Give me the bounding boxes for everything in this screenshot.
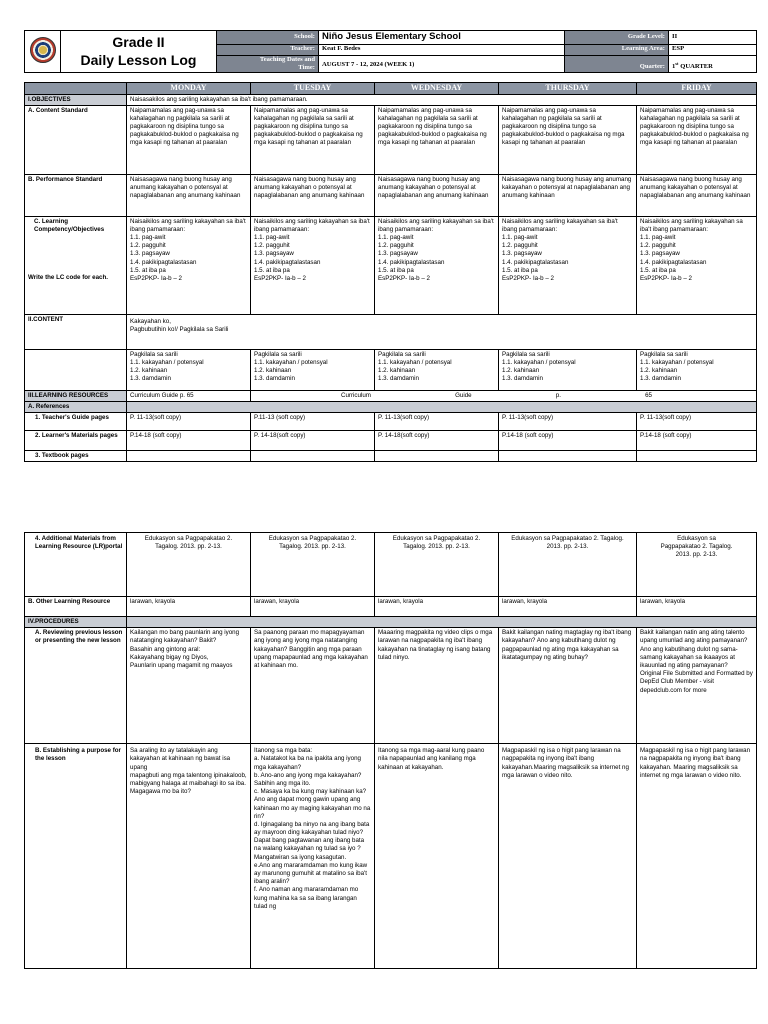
review-mon: Kailangan mo bang paunlarin ang iyong natatanging kakayahan? Bakit? Basahin ang gintong aral: Kakayahang bigay ng Diyos, Paunlarin upang magamit ng maayos	[127, 628, 251, 744]
content-row	[25, 314, 757, 349]
other-thu: larawan, krayola	[499, 597, 637, 617]
competency-thu: Naisaikilos ang sariling kakayahan sa iba't ibang pamamaraan: 1.1. pag-awit 1.2. pagguhit 1.3. pagsayaw 1.4. pakikipagtalastasan 1.5. at iba pa EsP2PKP- Ia-b – 2	[499, 216, 637, 314]
objectives-label: I.OBJECTIVES	[25, 94, 127, 105]
references-fill	[127, 401, 757, 412]
quarter-value	[669, 55, 757, 72]
content-text: Kakayahan ko, Pagbubutihin ko!/ Pagkilala sa Sarili	[127, 314, 757, 349]
learning-area-label: Learning Area:	[565, 44, 669, 55]
grade-level-value: II	[669, 31, 757, 45]
content-thu: Pagkilala sa sarili 1.1. kakayahan / potensyal 1.2. kahinaan 1.3. damdamin	[499, 349, 637, 390]
lm-tue: P. 14-18(soft copy)	[251, 431, 375, 451]
content-label: II.CONTENT	[25, 314, 127, 349]
competency-label-line2: Write the LC code for each.	[28, 274, 108, 282]
additional-fri: Edukasyon sa Pagpapakatao 2. Tagalog. 2013. pp. 2-13.	[637, 533, 757, 597]
purpose-mon: Sa araling ito ay tatalakayin ang kakayahan at kahinaan ng bawat isa upang mapagbuti ang mga talentong ipinakaloob, mabigyang halaga at maibahagi ito sa iba. Magagawa mo ba ito?	[127, 744, 251, 969]
references-row	[25, 401, 757, 412]
other-mon: larawan, krayola	[127, 597, 251, 617]
additional-thu: Edukasyon sa Pagpapakatao 2. Tagalog. 2013. pp. 2-13.	[499, 533, 637, 597]
additional-materials-label: 4. Additional Materials from Learning Resource (LR)portal	[25, 533, 127, 597]
quarter-suffix: st	[675, 61, 679, 67]
tg-fri: P. 11-13(soft copy)	[637, 413, 757, 431]
teachers-guide-row	[25, 413, 757, 431]
purpose-thu: Magpapaskil ng isa o higit pang larawan na nagpapakita ng inyong iba't ibang kakayahan.Maaring magsaliksik sa internet ng mga larawan o video nito.	[499, 744, 637, 969]
resources-word-3: p.	[555, 391, 561, 399]
learners-materials-row	[25, 431, 757, 451]
tg-thu: P. 11-13(soft copy)	[499, 413, 637, 431]
performance-standard-fri: Naisasagawa nang buong husay ang anumang kakayahan o potensyal at napaglalabanan ang anumang kahinaan	[637, 174, 757, 216]
content-fri: Pagkilala sa sarili 1.1. kakayahan / potensyal 1.2. kahinaan 1.3. damdamin	[637, 349, 757, 390]
tg-mon: P. 11-13(soft copy)	[127, 413, 251, 431]
purpose-label: B. Establishing a purpose for the lesson	[25, 744, 127, 969]
deped-logo-icon	[30, 37, 56, 63]
day-header-row	[25, 83, 757, 95]
learning-area-value: ESP	[669, 44, 757, 55]
tb-thu	[499, 451, 637, 462]
tb-fri	[637, 451, 757, 462]
learners-materials-label: 2. Learner's Materials pages	[25, 431, 127, 451]
day-tuesday: TUESDAY	[251, 83, 375, 95]
teachers-guide-label: 1. Teacher's Guide pages	[25, 413, 127, 431]
review-tue: Sa paanong paraan mo mapagyayaman ang iyong ang iyong mga natatanging kakayahan? Banggitin ang mga paraan upang mapapaunlad ang mga kakayahan at kahinaan mo.	[251, 628, 375, 744]
performance-standard-label: B. Performance Standard	[25, 174, 127, 216]
competency-mon: Naisaikilos ang sariling kakayahan sa iba't ibang pamamaraan: 1.1. pag-awit 1.2. pagguhit 1.3. pagsayaw 1.4. pakikipagtalastasan 1.5. at iba pa EsP2PKP- Ia-b – 2	[127, 216, 251, 314]
competency-tue: Naisaikilos ang sariling kakayahan sa iba't ibang pamamaraan: 1.1. pag-awit 1.2. pagguhit 1.3. pagsayaw 1.4. pakikipagtalastasan 1.5. at iba pa EsP2PKP- Ia-b – 2	[251, 216, 375, 314]
review-row	[25, 628, 757, 744]
other-fri: larawan, krayola	[637, 597, 757, 617]
competency-wed: Naisaikilos ang sariling kakayahan sa iba't ibang pamamaraan: 1.1. pag-awit 1.2. pagguhit 1.3. pagsayaw 1.4. pakikipagtalastasan 1.5. at iba pa EsP2PKP- Ia-b – 2	[375, 216, 499, 314]
review-wed: Maaaring magpakita ng video clips o mga larawan na nagpapakita ng iba't ibang kakayahan na tinataglay ng isang batang tulad ninyo.	[375, 628, 499, 744]
competency-row	[25, 216, 757, 314]
review-label: A. Reviewing previous lesson or presenting the new lesson	[25, 628, 127, 744]
procedures-row	[25, 617, 757, 628]
header-table	[24, 30, 757, 73]
lesson-table-page-2	[24, 532, 757, 969]
content-standard-wed: Naipamamalas ang pag-unawa sa kahalagahan ng pagkilala sa sarili at pagkakaroon ng disiplina tungo sa pagkakabuklod-buklod o pagkakaisa ng mga kasapi ng tahanan at paaralan	[375, 105, 499, 174]
lesson-table-page-1	[24, 82, 757, 462]
performance-standard-wed: Naisasagawa nang buong husay ang anumang kakayahan o potensyal at napaglalabanan ang anumang kahinaan	[375, 174, 499, 216]
lm-fri: P.14-18 (soft copy)	[637, 431, 757, 451]
other-tue: larawan, krayola	[251, 597, 375, 617]
content-standard-fri: Naipamamalas ang pag-unawa sa kahalagahan ng pagkilala sa sarili at pagkakaroon ng disiplina tungo sa pagkakabuklod-buklod o pagkakaisa ng mga kasapi ng tahanan at paaralan	[637, 105, 757, 174]
page-1	[24, 30, 756, 462]
content-standard-mon: Naipamamalas ang pag-unawa sa kahalagahan ng pagkilala sa sarili at pagkakaroon ng disiplina tungo sa pagkakabuklod-buklod o pagkakaisa ng mga kasapi ng tahanan at paaralan	[127, 105, 251, 174]
day-friday: FRIDAY	[637, 83, 757, 95]
resources-word-1: Curriculum	[341, 391, 371, 399]
textbook-row	[25, 451, 757, 462]
quarter-number: 1	[672, 63, 676, 71]
content-standard-label: A. Content Standard	[25, 105, 127, 174]
content-days-blank	[25, 349, 127, 390]
tb-tue	[251, 451, 375, 462]
competency-fri: Naisaikilos ang sariling kakayahan sa iba't ibang pamamaraan: 1.1. pag-awit 1.2. pagguhit 1.3. pagsayaw 1.4. pakikipagtalastasan 1.5. at iba pa EsP2PKP- Ia-b – 2	[637, 216, 757, 314]
lm-mon: P.14-18 (soft copy)	[127, 431, 251, 451]
additional-tue: Edukasyon sa Pagpapakatao 2. Tagalog. 2013. pp. 2-13.	[251, 533, 375, 597]
school-label: School:	[217, 31, 319, 45]
content-standard-thu: Naipamamalas ang pag-unawa sa kahalagahan ng pagkilala sa sarili at pagkakaroon ng disiplina tungo sa pagkakabuklod-buklod o pagkakaisa ng mga kasapi ng tahanan at paaralan	[499, 105, 637, 174]
day-wednesday: WEDNESDAY	[375, 83, 499, 95]
page-2	[24, 532, 756, 969]
dates-label-line1: Teaching Dates and	[259, 55, 315, 63]
dates-value: AUGUST 7 - 12, 2024 (WEEK 1)	[319, 55, 565, 72]
dates-label	[217, 55, 319, 72]
deped-seal	[25, 31, 61, 73]
title-grade: Grade II	[112, 34, 165, 50]
content-days-row	[25, 349, 757, 390]
content-standard-tue: Naipamamalas ang pag-unawa sa kahalagahan ng pagkilala sa sarili at pagkakaroon ng disiplina tungo sa pagkakabuklod-buklod o pagkakaisa ng mga kasapi ng tahanan at paaralan	[251, 105, 375, 174]
tb-wed	[375, 451, 499, 462]
review-fri: Bakit kailangan natin ang ating talento upang umunlad ang ating pamayanan? Ano ang kabutihang dulot ng sama-samang kakayahan sa ikaaayos at ikauunlad ng ating pamayanan? Original File Submitted and Formatted by DepEd Club Member - visit depedclub.com for more	[637, 628, 757, 744]
performance-standard-thu: Naisasagawa nang buong husay ang anumang kakayahan o potensyal at napaglalabanan ang anumang kahinaan	[499, 174, 637, 216]
performance-standard-row	[25, 174, 757, 216]
resources-monday: Curriculum Guide p. 65	[127, 390, 251, 401]
grade-level-label: Grade Level:	[565, 31, 669, 45]
day-header-blank	[25, 83, 127, 95]
resources-word-4: 65	[645, 391, 652, 399]
teacher-label: Teacher:	[217, 44, 319, 55]
content-mon: Pagkilala sa sarili 1.1. kakayahan / potensyal 1.2. kahinaan 1.3. damdamin	[127, 349, 251, 390]
review-thu: Bakit kailangan nating magtaglay ng iba't ibang kakayahan? Ano ang kabutihang dulot ng pagpapaunlad ng ating mga kakayahan sa ikatatagumpay ng ating buhay?	[499, 628, 637, 744]
content-standard-row	[25, 105, 757, 174]
other-resource-row	[25, 597, 757, 617]
resources-row	[25, 390, 757, 401]
purpose-wed: Itanong sa mga mag-aaral kung paano nila napapaunlad ang kanilang mga kahinaan at kakayahan.	[375, 744, 499, 969]
teacher-value: Keat F. Bedes	[319, 44, 565, 55]
title-dll: Daily Lesson Log	[80, 51, 197, 68]
textbook-label: 3. Textbook pages	[25, 451, 127, 462]
quarter-word: QUARTER	[678, 63, 713, 71]
resources-word-2: Guide	[455, 391, 472, 399]
day-monday: MONDAY	[127, 83, 251, 95]
objectives-text: Naisasakilos ang sariling kakayahan sa iba't ibang pamamaraan.	[127, 94, 757, 105]
quarter-label: Quarter:	[565, 55, 669, 72]
competency-label-line1: C. Learning Competency/Objectives	[34, 217, 105, 233]
objectives-row	[25, 94, 757, 105]
purpose-row	[25, 744, 757, 969]
lm-wed: P. 14-18(soft copy)	[375, 431, 499, 451]
additional-mon: Edukasyon sa Pagpapakatao 2. Tagalog. 2013. pp. 2-13.	[127, 533, 251, 597]
competency-label	[25, 216, 127, 314]
lm-thu: P.14-18 (soft copy)	[499, 431, 637, 451]
document-title	[61, 31, 217, 73]
tg-wed: P. 11-13(soft copy)	[375, 413, 499, 431]
purpose-fri: Magpapaskil ng isa o higit pang larawan na nagpapakita ng inyong iba't ibang kakayahan. Maaring magsaliksik sa internet ng mga larawan o video nito.	[637, 744, 757, 969]
day-thursday: THURSDAY	[499, 83, 637, 95]
tb-mon	[127, 451, 251, 462]
additional-wed: Edukasyon sa Pagpapakatao 2. Tagalog. 2013. pp. 2-13.	[375, 533, 499, 597]
procedures-fill	[127, 617, 757, 628]
additional-materials-row	[25, 533, 757, 597]
performance-standard-tue: Naisasagawa nang buong husay ang anumang kakayahan o potensyal at napaglalabanan ang anumang kahinaan	[251, 174, 375, 216]
content-tue: Pagkilala sa sarili 1.1. kakayahan / potensyal 1.2. kahinaan 1.3. damdamin	[251, 349, 375, 390]
other-resource-label: B. Other Learning Resource	[25, 597, 127, 617]
performance-standard-mon: Naisasagawa nang buong husay ang anumang kakayahan o potensyal at napaglalabanan ang anumang kahinaan	[127, 174, 251, 216]
resources-label: III.LEARNING RESOURCES	[25, 390, 127, 401]
content-wed: Pagkilala sa sarili 1.1. kakayahan / potensyal 1.2. kahinaan 1.3. damdamin	[375, 349, 499, 390]
procedures-label: IV.PROCEDURES	[25, 617, 127, 628]
dates-label-line2: Time:	[298, 63, 315, 71]
other-wed: larawan, krayola	[375, 597, 499, 617]
tg-tue: P.11-13 (soft copy)	[251, 413, 375, 431]
school-value: Niño Jesus Elementary School	[319, 31, 565, 45]
purpose-tue: Itanong sa mga bata: a. Natatakot ka ba na ipakita ang iyong mga kakayahan? b. Ano-ano ang iyong mga kakayahan? Sabihin ang mga ito. c. Masaya ka ba kung may kahinaan ka? Ano ang dapat mong gawin upang ang kahinaan mo ay maging kakayahan mo na rin? d. Iginagalang ba ninyo na ang ibang bata ay mayroon ding kakayahan tulad niyo? Dapat bang pagtawanan ang ibang bata na walang kakayahan ng tulad sa iyo ? Mangatwiran sa iyong kasagutan. e.Ano ang mararamdaman mo kung ikaw ay marunong gumuhit at matalino sa iba't ibang aralin? f. Ano naman ang mararamdaman mo kung mahina ka sa sa ibang larangan tulad ng	[251, 744, 375, 969]
resources-span	[251, 390, 757, 401]
references-label: A. References	[25, 401, 127, 412]
